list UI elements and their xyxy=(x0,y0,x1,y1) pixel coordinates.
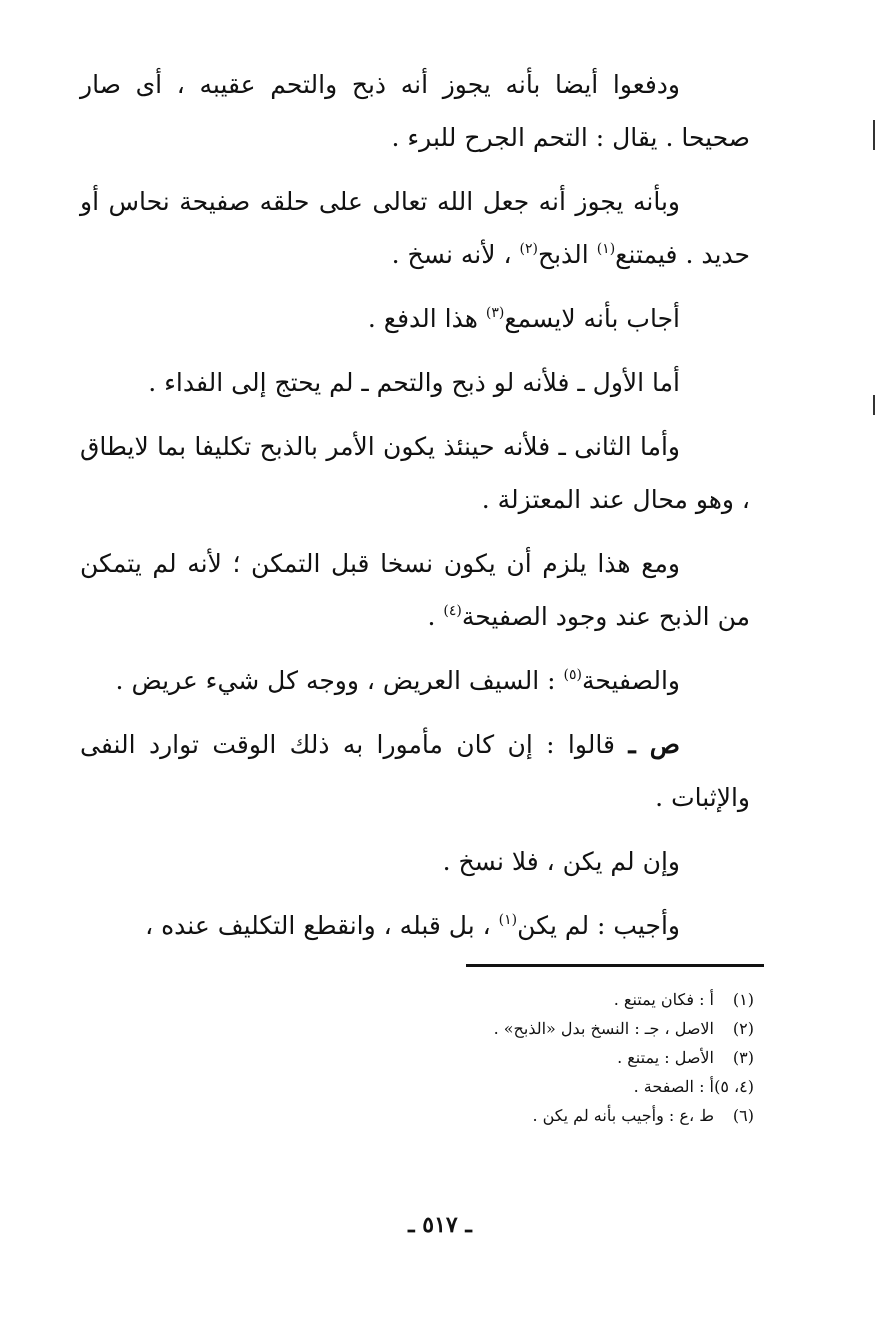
text-segment: قالوا : إن كان مأمورا به ذلك الوقت توارد النفى والإثبات . xyxy=(80,730,750,812)
text-segment: أما الأول ـ فلأنه لو ذبح والتحم ـ لم يحتج إلى الفداء . xyxy=(148,368,680,397)
footnote-separator xyxy=(466,964,764,967)
footnote-number: (٢) xyxy=(732,1019,754,1038)
paragraph xyxy=(80,420,750,526)
footnote-number: (٤، ٥) xyxy=(714,1077,754,1096)
footnote-text: الأصل : يمتنع . xyxy=(617,1048,714,1067)
footnote-text: الاصل ، جـ : النسخ بدل «الذبح» . xyxy=(493,1019,714,1038)
paragraph xyxy=(80,175,750,281)
section-marker: ص ـ xyxy=(628,730,680,759)
paragraph xyxy=(80,654,750,707)
footnote-text: ط ،ع : وأجيب بأنه لم يكن . xyxy=(532,1106,714,1125)
paragraph xyxy=(80,835,750,888)
footnote-number: (٣) xyxy=(732,1048,754,1067)
text-segment: وبأنه يجوز أنه جعل الله تعالى على حلقه صفيحة نحاس أو حديد . فيمتنع xyxy=(80,187,750,269)
footnote xyxy=(330,1101,754,1130)
text-segment: ، لأنه نسخ . xyxy=(391,240,520,269)
footnote-text: أ : الصفحة . xyxy=(633,1077,714,1096)
footnote-number: (٦) xyxy=(732,1106,754,1125)
text-segment: أجاب بأنه لايسمع xyxy=(504,304,680,333)
paragraph xyxy=(80,292,750,345)
footnote-ref: (١) xyxy=(596,241,616,257)
footnote-number: (١) xyxy=(732,990,754,1009)
paragraph xyxy=(80,899,750,952)
paragraph xyxy=(80,58,750,164)
page-number: ـ ٥١٧ ـ xyxy=(408,1212,472,1238)
footnote xyxy=(330,1014,754,1043)
text-segment: والصفيحة xyxy=(581,666,680,695)
text-segment: . xyxy=(427,602,444,631)
text-segment: وأجيب : لم يكن xyxy=(517,911,680,940)
text-segment: وإن لم يكن ، فلا نسخ . xyxy=(442,847,680,876)
footnotes xyxy=(330,985,754,1130)
paragraph xyxy=(80,537,750,643)
footnote-ref: (٤) xyxy=(443,603,462,619)
footnote-ref: (٥) xyxy=(563,667,582,683)
text-segment: ، بل قبله ، وانقطع التكليف عنده ، xyxy=(145,911,499,940)
footnote xyxy=(330,985,754,1014)
margin-mark xyxy=(873,395,875,415)
text-segment: هذا الدفع . xyxy=(367,304,486,333)
main-text xyxy=(80,58,750,963)
footnote xyxy=(330,1072,754,1101)
footnote-ref: (٢) xyxy=(519,241,538,257)
footnote-text: أ : فكان يمتنع . xyxy=(613,990,714,1009)
text-segment: : السيف العريض ، ووجه كل شيء عريض . xyxy=(115,666,564,695)
paragraph xyxy=(80,356,750,409)
footnote-ref: (٣) xyxy=(485,305,505,321)
text-segment: الذبح xyxy=(537,240,597,269)
footnote-ref: (١) xyxy=(498,912,518,928)
footnote xyxy=(330,1043,754,1072)
text-segment: وأما الثانى ـ فلأنه حينئذ يكون الأمر بالذبح تكليفا بما لايطاق ، وهو محال عند المعتزلة . xyxy=(80,432,750,514)
text-segment: ودفعوا أيضا بأنه يجوز أنه ذبح والتحم عقيبه ، أى صار صحيحا . يقال : التحم الجرح للبرء . xyxy=(80,70,750,152)
text-segment: ومع هذا يلزم أن يكون نسخا قبل التمكن ؛ لأنه لم يتمكن من الذبح عند وجود الصفيحة xyxy=(80,549,750,631)
margin-mark xyxy=(873,120,875,150)
paragraph xyxy=(80,718,750,824)
